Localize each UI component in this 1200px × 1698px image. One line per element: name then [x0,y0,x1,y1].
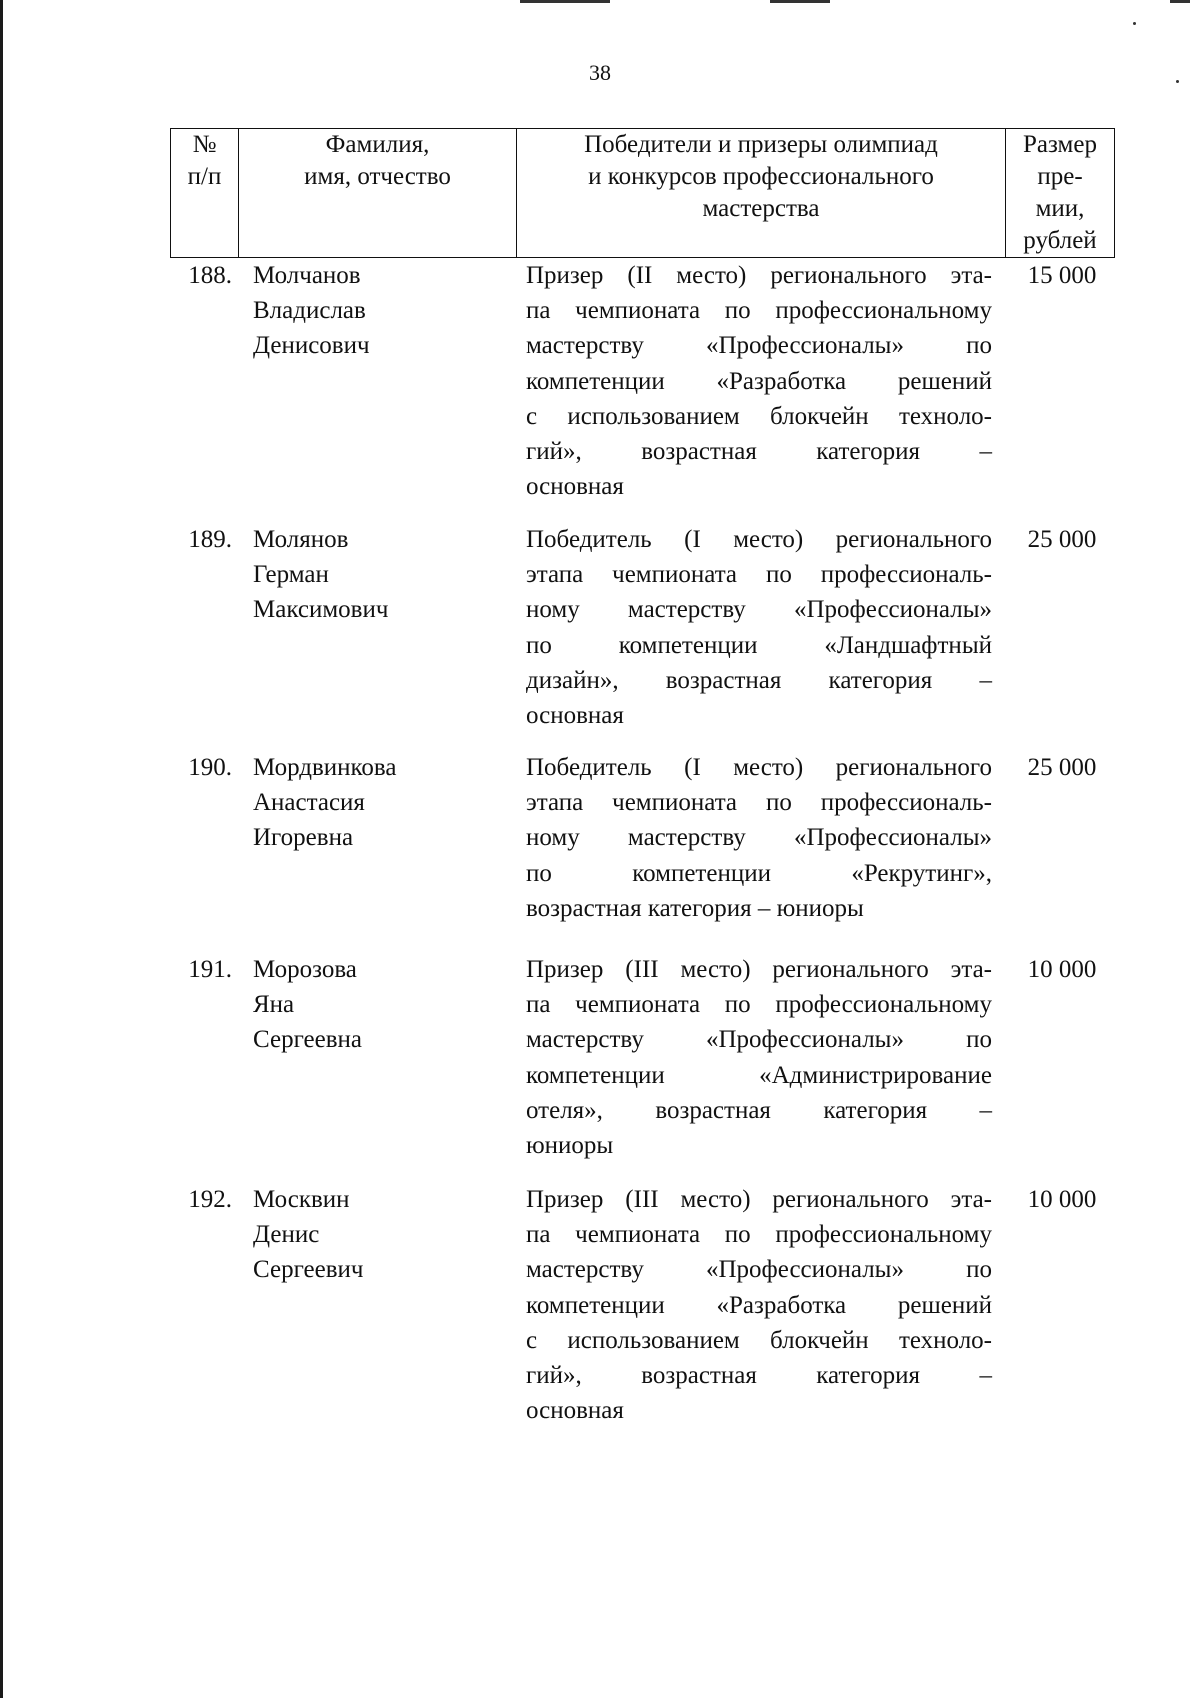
description-line: Победитель (I место) регионального [526,754,992,781]
name-line: Игоревна [253,824,354,852]
description-line: основная [526,1397,624,1425]
header-number-cell [171,129,239,258]
header-amount-cell [1006,129,1115,258]
description-line: гий», возрастная категория – [526,1362,992,1390]
scan-left-edge [0,0,3,1698]
scan-top-mark [770,0,830,3]
row-number: 188. [188,262,232,289]
description-line: па чемпионата по профессиональному [526,297,992,325]
row-name [253,750,503,856]
row-number: 189. [188,526,232,553]
description-line: с использованием блокчейн техноло- [526,402,992,430]
header-amount-line: пре- [1037,163,1083,190]
header-amount-line: Размер [1023,131,1097,158]
header-description-line: Победители и призеры олимпиад [584,131,938,158]
description-line: мастерству «Профессионалы» по [526,1026,992,1054]
description-line: по компетенции «Ландшафтный [526,631,992,659]
header-name-line: имя, отчество [304,163,451,190]
name-line: Морозова [253,956,357,983]
description-line: компетенции «Администрирование [526,1061,992,1089]
row-amount: 25 000 [1027,754,1097,781]
header-number-line: п/п [187,163,222,190]
name-line: Молчанов [253,262,361,289]
row-description [526,1182,992,1428]
description-line: Призер (III место) регионального эта- [526,956,992,983]
description-line: па чемпионата по профессиональному [526,991,992,1019]
row-number: 190. [188,754,232,781]
row-amount: 10 000 [1027,956,1097,983]
name-line: Максимович [253,596,389,624]
description-line: гий», возрастная категория – [526,438,992,466]
name-line: Герман [253,561,329,589]
description-line: отеля», возрастная категория – [526,1096,992,1124]
description-line: этапа чемпионата по профессиональ- [526,789,992,817]
description-line: юниоры [526,1132,614,1160]
page-number: 38 [589,60,611,85]
description-line: Победитель (I место) регионального [526,526,992,553]
header-name-cell [239,129,517,258]
name-line: Яна [253,991,295,1019]
row-description [526,750,992,926]
description-line: возрастная категория – юниоры [526,894,864,922]
row-description [526,258,992,504]
description-line: основная [526,473,624,501]
description-line: основная [526,702,624,730]
scan-top-mark [1170,0,1190,3]
row-amount: 25 000 [1027,526,1097,553]
name-line: Сергеевич [253,1256,364,1284]
header-number-line: № [192,131,217,158]
row-name [253,952,503,1058]
header-amount-line: рублей [1023,227,1097,254]
row-name [253,522,503,628]
scan-top-mark [520,0,610,3]
row-name [253,258,503,364]
description-line: Призер (III место) регионального эта- [526,1186,992,1213]
header-amount-line: мии, [1035,195,1085,222]
name-line: Анастасия [253,789,365,817]
row-name [253,1182,503,1288]
header-description-cell [517,129,1006,258]
row-number: 192. [188,1186,232,1213]
description-line: мастерству «Профессионалы» по [526,332,992,360]
description-line: этапа чемпионата по профессиональ- [526,561,992,589]
description-line: ному мастерству «Профессионалы» [526,596,992,624]
description-line: компетенции «Разработка решений [526,1291,992,1319]
header-description-line: и конкурсов профессионального [588,163,934,190]
name-line: Денис [253,1221,320,1249]
description-line: по компетенции «Рекрутинг», [526,859,992,887]
name-line: Сергеевна [253,1026,362,1054]
scan-speck [1133,22,1136,25]
row-amount: 15 000 [1027,262,1097,289]
description-line: па чемпионата по профессиональному [526,1221,992,1249]
name-line: Молянов [253,526,349,553]
row-amount: 10 000 [1027,1186,1097,1213]
description-line: Призер (II место) регионального эта- [526,262,992,289]
header-name-line: Фамилия, [325,131,430,158]
description-line: ному мастерству «Профессионалы» [526,824,992,852]
header-description-line: мастерства [702,195,820,222]
table-header [170,128,1115,258]
name-line: Москвин [253,1186,350,1213]
name-line: Владислав [253,297,366,325]
description-line: дизайн», возрастная категория – [526,666,992,694]
row-description [526,522,992,733]
description-line: с использованием блокчейн техноло- [526,1326,992,1354]
name-line: Мордвинкова [253,754,397,781]
description-line: компетенции «Разработка решений [526,367,992,395]
row-number: 191. [188,956,232,983]
description-line: мастерству «Профессионалы» по [526,1256,992,1284]
name-line: Денисович [253,332,370,360]
row-description [526,952,992,1163]
